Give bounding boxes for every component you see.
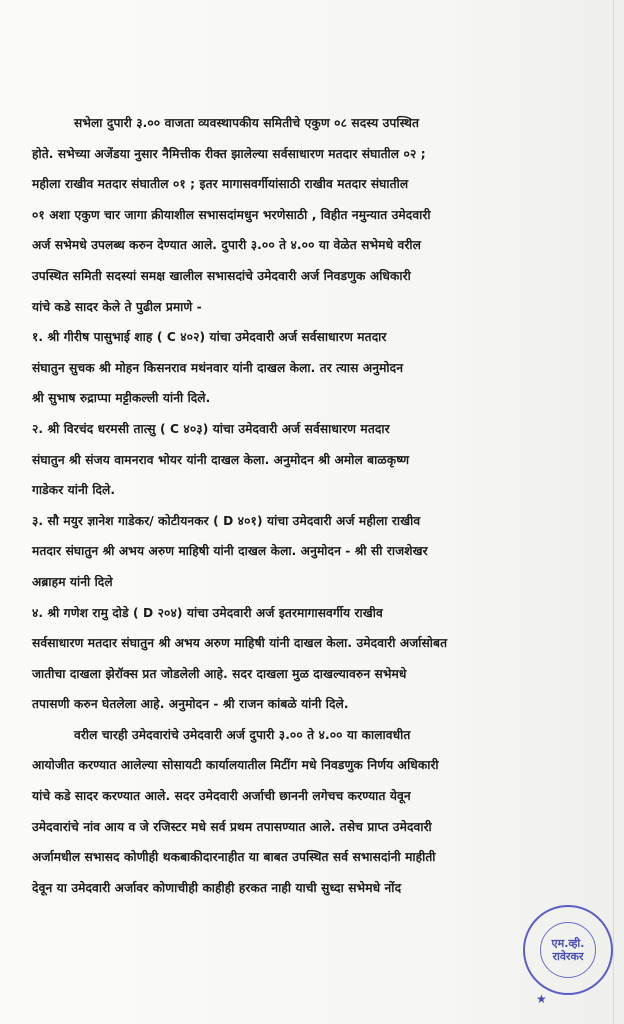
seal-center	[540, 922, 596, 978]
text-line: उमेदवारांचे नांव आय व जे रजिस्टर मधे सर्व प्रथम तपासण्यात आले. तसेच प्राप्त उमेदवारी	[32, 819, 432, 834]
text-line: जातीचा दाखला झेरॉक्स प्रत जोडलेली आहे. सदर दाखला मुळ दाखल्यावरुन सभेमधे	[32, 666, 407, 681]
list-item-4	[32, 598, 602, 720]
text-line: महीला राखीव मतदार संघातील ०१ ; इतर मागासवर्गीयांसाठी राखीव मतदार संघातील	[32, 177, 409, 192]
text-line: ३. सौ मयुर ज्ञानेश गाडेकर/ कोटीयनकर ( D ४०१) यांचा उमेदवारी अर्ज महीला राखीव	[32, 513, 421, 528]
text-line: २. श्री विरचंद धरमसी तात्सु ( C ४०३) यांचा उमेदवारी अर्ज सर्वसाधारण मतदार	[32, 421, 390, 436]
document-body	[32, 108, 602, 903]
text-line: संघातुन सुचक श्री मोहन किसनराव मथंनवार यांनी दाखल केला. तर त्यास अनुमोदन	[32, 360, 404, 375]
seal-text-line1: एम.व्ही.	[551, 937, 585, 950]
paragraph-intro	[32, 108, 602, 322]
list-item-3	[32, 506, 602, 598]
text-line: संघातुन श्री संजय वामनराव भोयर यांनी दाखल केला. अनुमोदन श्री अमोल बाळकृष्ण	[32, 452, 410, 467]
text-line: अब्राहम यांनी दिले	[32, 574, 113, 589]
text-line: वरील चारही उमेदवारांचे उमेदवारी अर्ज दुपारी ३.०० ते ४.०० या कालावधीत	[74, 727, 411, 742]
seal-text-line2: रावेरकर	[552, 950, 584, 963]
text-line: उपस्थित समिती सदस्यां समक्ष खालील सभासदांचे उमेदवारी अर्ज निवडणुक अधिकारी	[32, 268, 411, 283]
text-line: तपासणी करुन घेतलेला आहे. अनुमोदन - श्री राजन कांबळे यांनी दिले.	[32, 697, 349, 712]
list-item-1	[32, 322, 602, 414]
text-line: ४. श्री गणेश रामु दोडे ( D २०४) यांचा उमेदवारी अर्ज इतरमागासवर्गीय राखीव	[32, 605, 383, 620]
text-line: गाडेकर यांनी दिले.	[32, 483, 116, 498]
text-line: आयोजीत करण्यात आलेल्या सोसायटी कार्यालयातील मिटींग मधे निवडणुक निर्णय अधिकारी	[32, 758, 439, 773]
official-seal-stamp	[523, 905, 613, 995]
text-line: होते. सभेच्या अजेंडया नुसार नैमित्तीक रीक्त झालेल्या सर्वसाधारण मतदार संघातील ०२ ;	[32, 146, 426, 161]
star-icon: ★	[536, 992, 547, 1006]
text-line: अर्जामधील सभासद कोणीही थकबाकीदारनाहीत या बाबत उपस्थित सर्व सभासदांनी माहीती	[32, 850, 436, 865]
paragraph-closing	[32, 720, 602, 904]
text-line: ०१ अशा एकुण चार जागा क्रीयाशील सभासदांमधुन भरणेसाठी , विहीत नमुन्यात उमेदवारी	[32, 207, 431, 222]
list-item-2	[32, 414, 602, 506]
text-line: सर्वसाधारण मतदार संघातुन श्री अभय अरुण माहिषी यांनी दाखल केला. उमेदवारी अर्जासोबत	[32, 636, 448, 651]
text-line: श्री सुभाष रुद्राप्पा मट्टीकल्ली यांनी दिले.	[32, 391, 211, 406]
page-edge	[613, 0, 614, 1024]
text-line: १. श्री गीरीष पासुभाई शाह ( C ४०२) यांचा उमेदवारी अर्ज सर्वसाधारण मतदार	[32, 330, 387, 345]
text-line: यांचे कडे सादर करण्यात आले. सदर उमेदवारी अर्जाची छाननी लगेचच करण्यात येवून	[32, 789, 411, 804]
text-line: अर्ज सभेमधे उपलब्ध करुन देण्यात आले. दुपारी ३.०० ते ४.०० या वेळेत सभेमधे वरील	[32, 238, 421, 253]
text-line: देवून या उमेदवारी अर्जावर कोणाचीही काहीही हरकत नाही याची सुध्दा सभेमधे नोंद	[32, 880, 402, 895]
text-line: सभेला दुपारी ३.०० वाजता व्यवस्थापकीय समितीचे एकुण ०८ सदस्य उपस्थित	[74, 116, 420, 130]
text-line: यांचे कडे सादर केले ते पुढील प्रमाणे -	[32, 299, 202, 314]
text-line: मतदार संघातुन श्री अभय अरुण माहिषी यांनी दाखल केला. अनुमोदन - श्री सी राजशेखर	[32, 544, 428, 559]
